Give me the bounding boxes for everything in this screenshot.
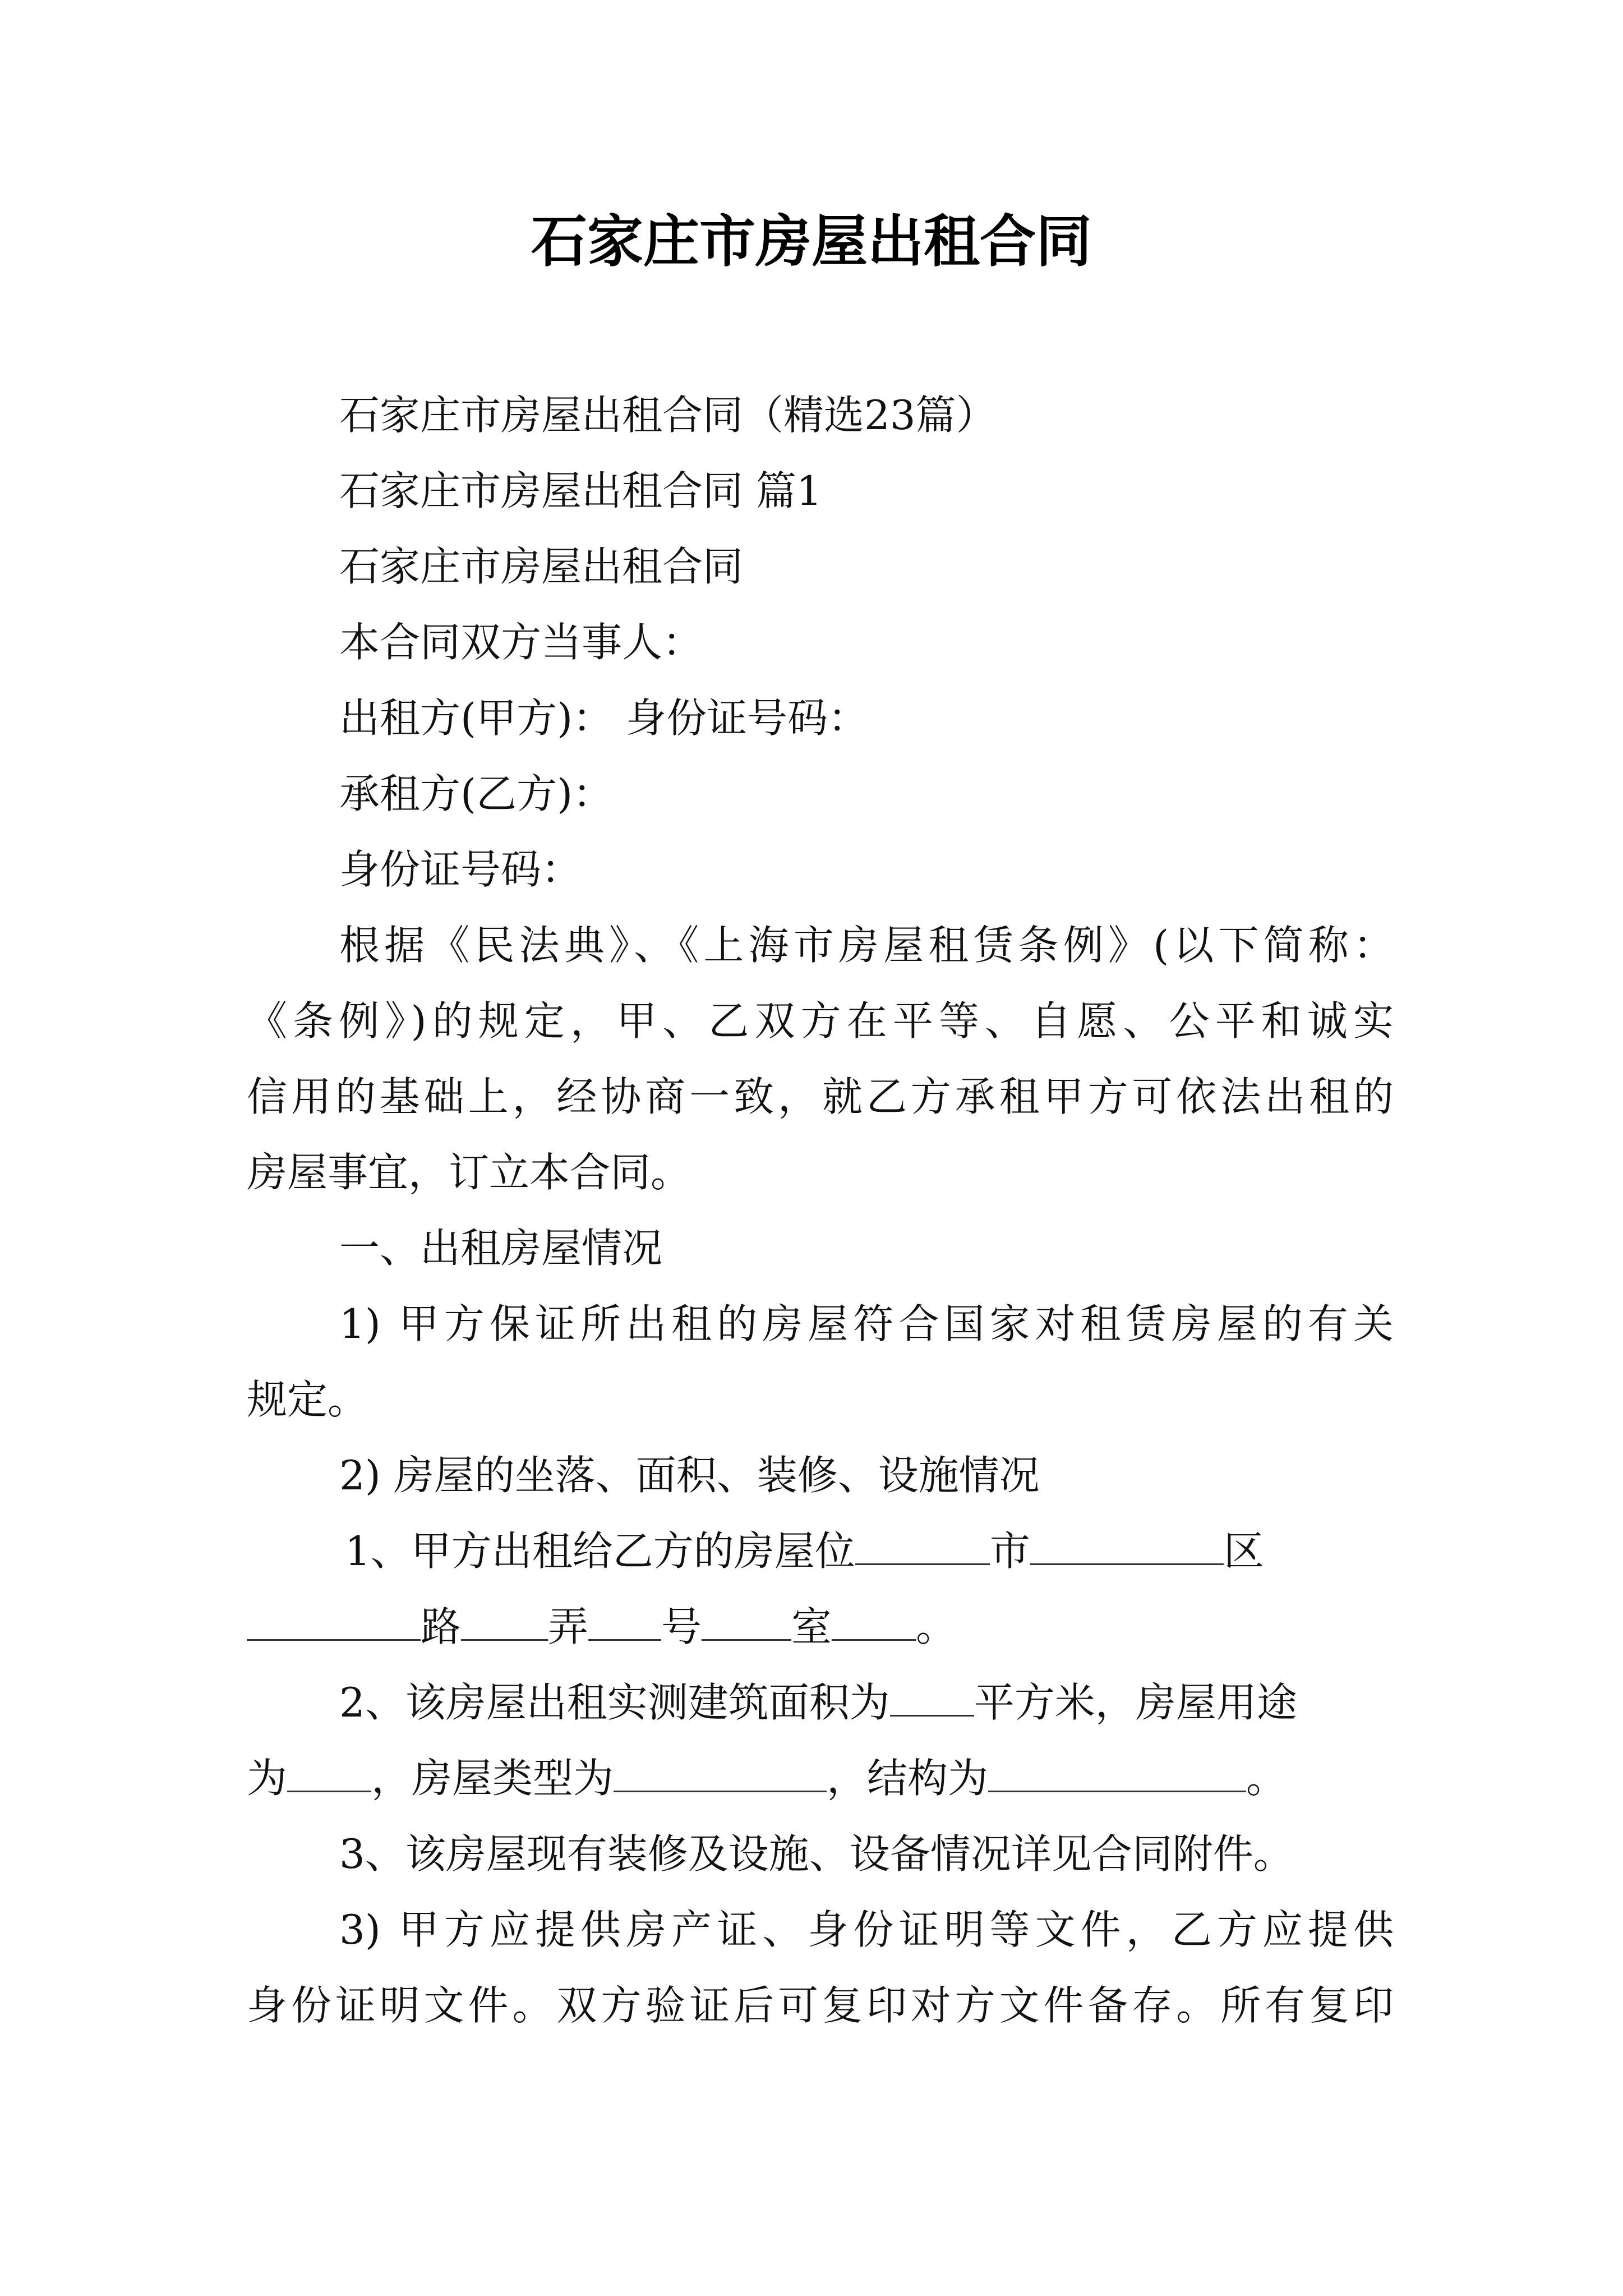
house-type-blank[interactable] (614, 1754, 827, 1792)
form-text: 。 (916, 1603, 957, 1650)
collection-heading: 石家庄市房屋出租合同（精选23篇） (339, 392, 997, 439)
clause-line: 2) 房屋的坐落、面积、装修、设施情况 (339, 1452, 1040, 1499)
paragraph-line: 根据《民法典》、《上海市房屋租赁条例》(以下简称： (339, 922, 1394, 969)
form-text: 路 (421, 1603, 462, 1650)
form-text: ，房屋类型为 (371, 1755, 614, 1802)
section-heading: 一、出租房屋情况 (339, 1225, 663, 1272)
district-blank[interactable] (1030, 1526, 1224, 1565)
lessor-line: 出租方(甲方)： 身份证号码： (339, 694, 869, 742)
paragraph-line: 信用的基础上，经协商一致，就乙方承租甲方可依法出租的 (247, 1073, 1394, 1120)
paragraph-line: 房屋事宜，订立本合同。 (247, 1149, 691, 1196)
form-line (247, 1596, 956, 1658)
form-text: 为 (247, 1755, 288, 1802)
form-text: ，结构为 (827, 1755, 989, 1802)
road-blank[interactable] (247, 1602, 421, 1641)
form-text: 。 (1246, 1755, 1287, 1802)
clause-line: 3、该房屋现有装修及设施、设备情况详见合同附件。 (339, 1830, 1294, 1878)
form-line (339, 1672, 1297, 1733)
document-title: 石家庄市房屋出租合同 (531, 208, 1092, 274)
lessee-id-line: 身份证号码： (339, 846, 582, 893)
form-text: 区 (1223, 1527, 1264, 1575)
number-blank[interactable] (588, 1602, 661, 1641)
city-blank[interactable] (855, 1526, 990, 1565)
article-heading: 石家庄市房屋出租合同 篇1 (339, 467, 822, 514)
form-text: 市 (989, 1527, 1030, 1575)
lessee-line: 承租方(乙方)： (339, 770, 614, 817)
form-text: 2、该房屋出租实测建筑面积为 (339, 1679, 890, 1726)
form-text: 1、甲方出租给乙方的房屋位 (345, 1527, 855, 1575)
clause-line: 规定。 (247, 1376, 368, 1423)
suffix-blank[interactable] (832, 1602, 916, 1641)
form-line (345, 1520, 1264, 1582)
usage-blank[interactable] (287, 1754, 371, 1792)
form-line (247, 1747, 1287, 1809)
parties-label: 本合同双方当事人： (339, 619, 703, 666)
room-blank[interactable] (702, 1602, 791, 1641)
form-text: 号 (661, 1603, 702, 1650)
lane-blank[interactable] (461, 1602, 548, 1641)
form-text: 室 (791, 1603, 832, 1650)
contract-name: 石家庄市房屋出租合同 (339, 543, 744, 590)
structure-blank[interactable] (988, 1754, 1246, 1792)
clause-line: 身份证明文件。双方验证后可复印对方文件备存。所有复印 (247, 1982, 1394, 2029)
area-blank[interactable] (890, 1678, 974, 1717)
form-text: 弄 (548, 1603, 589, 1650)
clause-line: 1) 甲方保证所出租的房屋符合国家对租赁房屋的有关 (339, 1300, 1394, 1347)
form-text: 平方米，房屋用途 (974, 1679, 1297, 1726)
paragraph-line: 《条例》)的规定，甲、乙双方在平等、自愿、公平和诚实 (247, 997, 1394, 1045)
clause-line: 3) 甲方应提供房产证、身份证明等文件，乙方应提供 (339, 1906, 1394, 1953)
